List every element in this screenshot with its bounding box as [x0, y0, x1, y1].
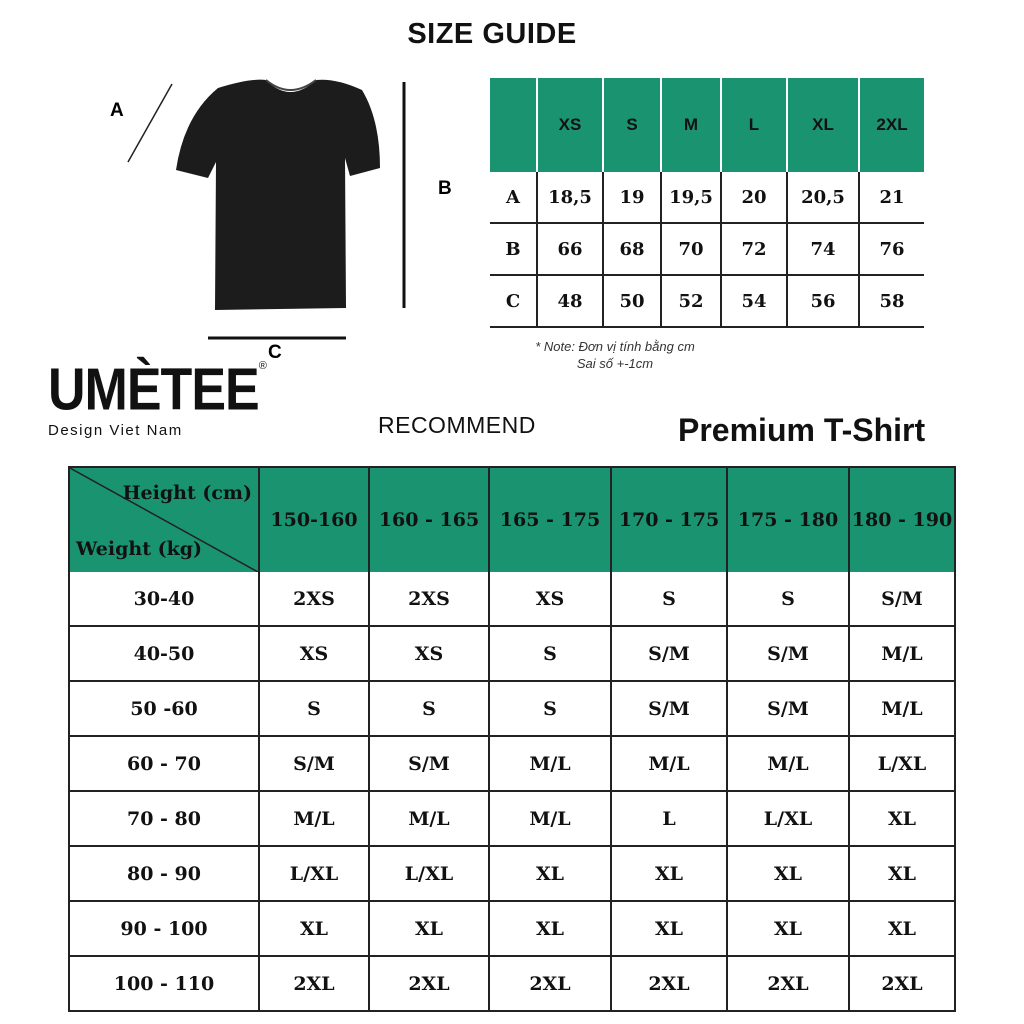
weight-cell: 100 - 110 — [69, 956, 259, 1011]
weight-cell: 50 -60 — [69, 681, 259, 736]
recommended-size-cell: S — [259, 681, 369, 736]
note-line-1: * Note: Đơn vị tính bằng cm — [535, 339, 695, 354]
height-header-row — [69, 467, 955, 572]
recommended-size-cell: M/L — [611, 736, 727, 791]
recommended-size-cell: 2XL — [727, 956, 849, 1011]
size-header-cell: L — [721, 78, 787, 172]
dim-label-c: C — [268, 342, 282, 363]
recommended-size-cell: S/M — [727, 626, 849, 681]
size-row-label: A — [490, 172, 537, 223]
recommended-size-cell: S/M — [727, 681, 849, 736]
recommended-size-cell: M/L — [489, 791, 611, 846]
size-cell: 52 — [661, 275, 721, 327]
dim-label-a: A — [110, 100, 124, 121]
recommended-size-cell: M/L — [259, 791, 369, 846]
size-cell: 58 — [859, 275, 924, 327]
height-header-cell: 175 - 180 — [727, 467, 849, 572]
recommended-size-cell: 2XL — [611, 956, 727, 1011]
size-header-cell: S — [603, 78, 661, 172]
size-cell: 18,5 — [537, 172, 603, 223]
recommended-size-cell: S/M — [259, 736, 369, 791]
recommendation-row — [69, 791, 955, 846]
size-cell: 20 — [721, 172, 787, 223]
size-cell: 21 — [859, 172, 924, 223]
dim-label-b: B — [438, 178, 452, 199]
size-cell: 19,5 — [661, 172, 721, 223]
weight-cell: 90 - 100 — [69, 901, 259, 956]
recommended-size-cell: 2XL — [259, 956, 369, 1011]
recommended-size-cell: L/XL — [369, 846, 489, 901]
size-header-row — [490, 78, 924, 172]
size-cell: 20,5 — [787, 172, 859, 223]
recommended-size-cell: L/XL — [259, 846, 369, 901]
size-cell: 50 — [603, 275, 661, 327]
registered-mark: ® — [258, 360, 267, 372]
tshirt-diagram — [100, 70, 470, 370]
size-row-a — [490, 172, 924, 223]
size-cell: 74 — [787, 223, 859, 275]
recommended-size-cell: XL — [727, 901, 849, 956]
product-heading: Premium T-Shirt — [678, 412, 926, 448]
height-header-cell: 160 - 165 — [369, 467, 489, 572]
size-measurement-table — [490, 78, 924, 328]
height-header-cell: 165 - 175 — [489, 467, 611, 572]
recommended-size-cell: XL — [611, 901, 727, 956]
recommended-size-cell: 2XL — [489, 956, 611, 1011]
size-row-b — [490, 223, 924, 275]
header-corner-cell — [69, 467, 259, 572]
size-header-corner — [490, 78, 537, 172]
recommended-size-cell: S — [369, 681, 489, 736]
size-row-c — [490, 275, 924, 327]
dim-line-a — [128, 84, 172, 162]
recommended-size-cell: XL — [489, 901, 611, 956]
weight-cell: 30-40 — [69, 572, 259, 626]
size-recommendation-table — [68, 466, 956, 1012]
recommended-size-cell: M/L — [849, 626, 955, 681]
recommended-size-cell: XS — [489, 572, 611, 626]
size-header-cell: 2XL — [859, 78, 924, 172]
logo-wordmark: UMÈTEE — [48, 356, 259, 424]
recommended-size-cell: XL — [849, 791, 955, 846]
size-cell: 56 — [787, 275, 859, 327]
size-cell: 68 — [603, 223, 661, 275]
recommendation-row — [69, 846, 955, 901]
size-header-cell: XS — [537, 78, 603, 172]
brand-logo — [48, 356, 267, 439]
recommended-size-cell: L/XL — [727, 791, 849, 846]
recommended-size-cell: L — [611, 791, 727, 846]
recommended-size-cell: S/M — [849, 572, 955, 626]
size-header-cell: XL — [787, 78, 859, 172]
recommended-size-cell: M/L — [727, 736, 849, 791]
recommendation-row — [69, 681, 955, 736]
recommended-size-cell: S — [489, 626, 611, 681]
size-header-cell: M — [661, 78, 721, 172]
size-row-label: C — [490, 275, 537, 327]
weight-cell: 70 - 80 — [69, 791, 259, 846]
size-cell: 70 — [661, 223, 721, 275]
weight-cell: 40-50 — [69, 626, 259, 681]
recommended-size-cell: S — [489, 681, 611, 736]
recommended-size-cell: XS — [369, 626, 489, 681]
recommended-size-cell: XL — [849, 846, 955, 901]
measurement-note — [500, 338, 730, 372]
recommended-size-cell: XL — [259, 901, 369, 956]
weight-cell: 60 - 70 — [69, 736, 259, 791]
recommended-size-cell: S/M — [611, 681, 727, 736]
weight-cell: 80 - 90 — [69, 846, 259, 901]
recommended-size-cell: XL — [727, 846, 849, 901]
recommended-size-cell: S/M — [611, 626, 727, 681]
recommended-size-cell: XL — [849, 901, 955, 956]
size-cell: 19 — [603, 172, 661, 223]
recommended-size-cell: 2XL — [849, 956, 955, 1011]
recommended-size-cell: S/M — [369, 736, 489, 791]
size-cell: 66 — [537, 223, 603, 275]
recommended-size-cell: M/L — [489, 736, 611, 791]
page-title: SIZE GUIDE — [407, 18, 577, 50]
recommended-size-cell: XL — [489, 846, 611, 901]
recommend-heading: RECOMMEND — [378, 412, 536, 438]
height-axis-label: Height (cm) — [122, 482, 252, 504]
recommendation-rows — [69, 572, 955, 1011]
recommendation-row — [69, 572, 955, 626]
recommended-size-cell: 2XL — [369, 956, 489, 1011]
recommendation-row — [69, 901, 955, 956]
recommendation-row — [69, 956, 955, 1011]
height-header-cell: 170 - 175 — [611, 467, 727, 572]
logo-tagline: Design Viet Nam — [48, 422, 183, 439]
recommended-size-cell: L/XL — [849, 736, 955, 791]
height-header-cell: 150-160 — [259, 467, 369, 572]
tshirt-shape — [176, 80, 380, 310]
recommended-size-cell: M/L — [369, 791, 489, 846]
weight-axis-label: Weight (kg) — [76, 538, 203, 560]
recommended-size-cell: 2XS — [259, 572, 369, 626]
recommended-size-cell: XS — [259, 626, 369, 681]
recommended-size-cell: XL — [369, 901, 489, 956]
recommendation-row — [69, 626, 955, 681]
recommended-size-cell: XL — [611, 846, 727, 901]
recommended-size-cell: 2XS — [369, 572, 489, 626]
note-line-2: Sai số +-1cm — [576, 356, 654, 371]
recommended-size-cell: M/L — [849, 681, 955, 736]
size-cell: 54 — [721, 275, 787, 327]
size-cell: 76 — [859, 223, 924, 275]
recommendation-row — [69, 736, 955, 791]
size-cell: 72 — [721, 223, 787, 275]
size-cell: 48 — [537, 275, 603, 327]
recommended-size-cell: S — [611, 572, 727, 626]
recommended-size-cell: S — [727, 572, 849, 626]
size-row-label: B — [490, 223, 537, 275]
height-header-cell: 180 - 190 — [849, 467, 955, 572]
